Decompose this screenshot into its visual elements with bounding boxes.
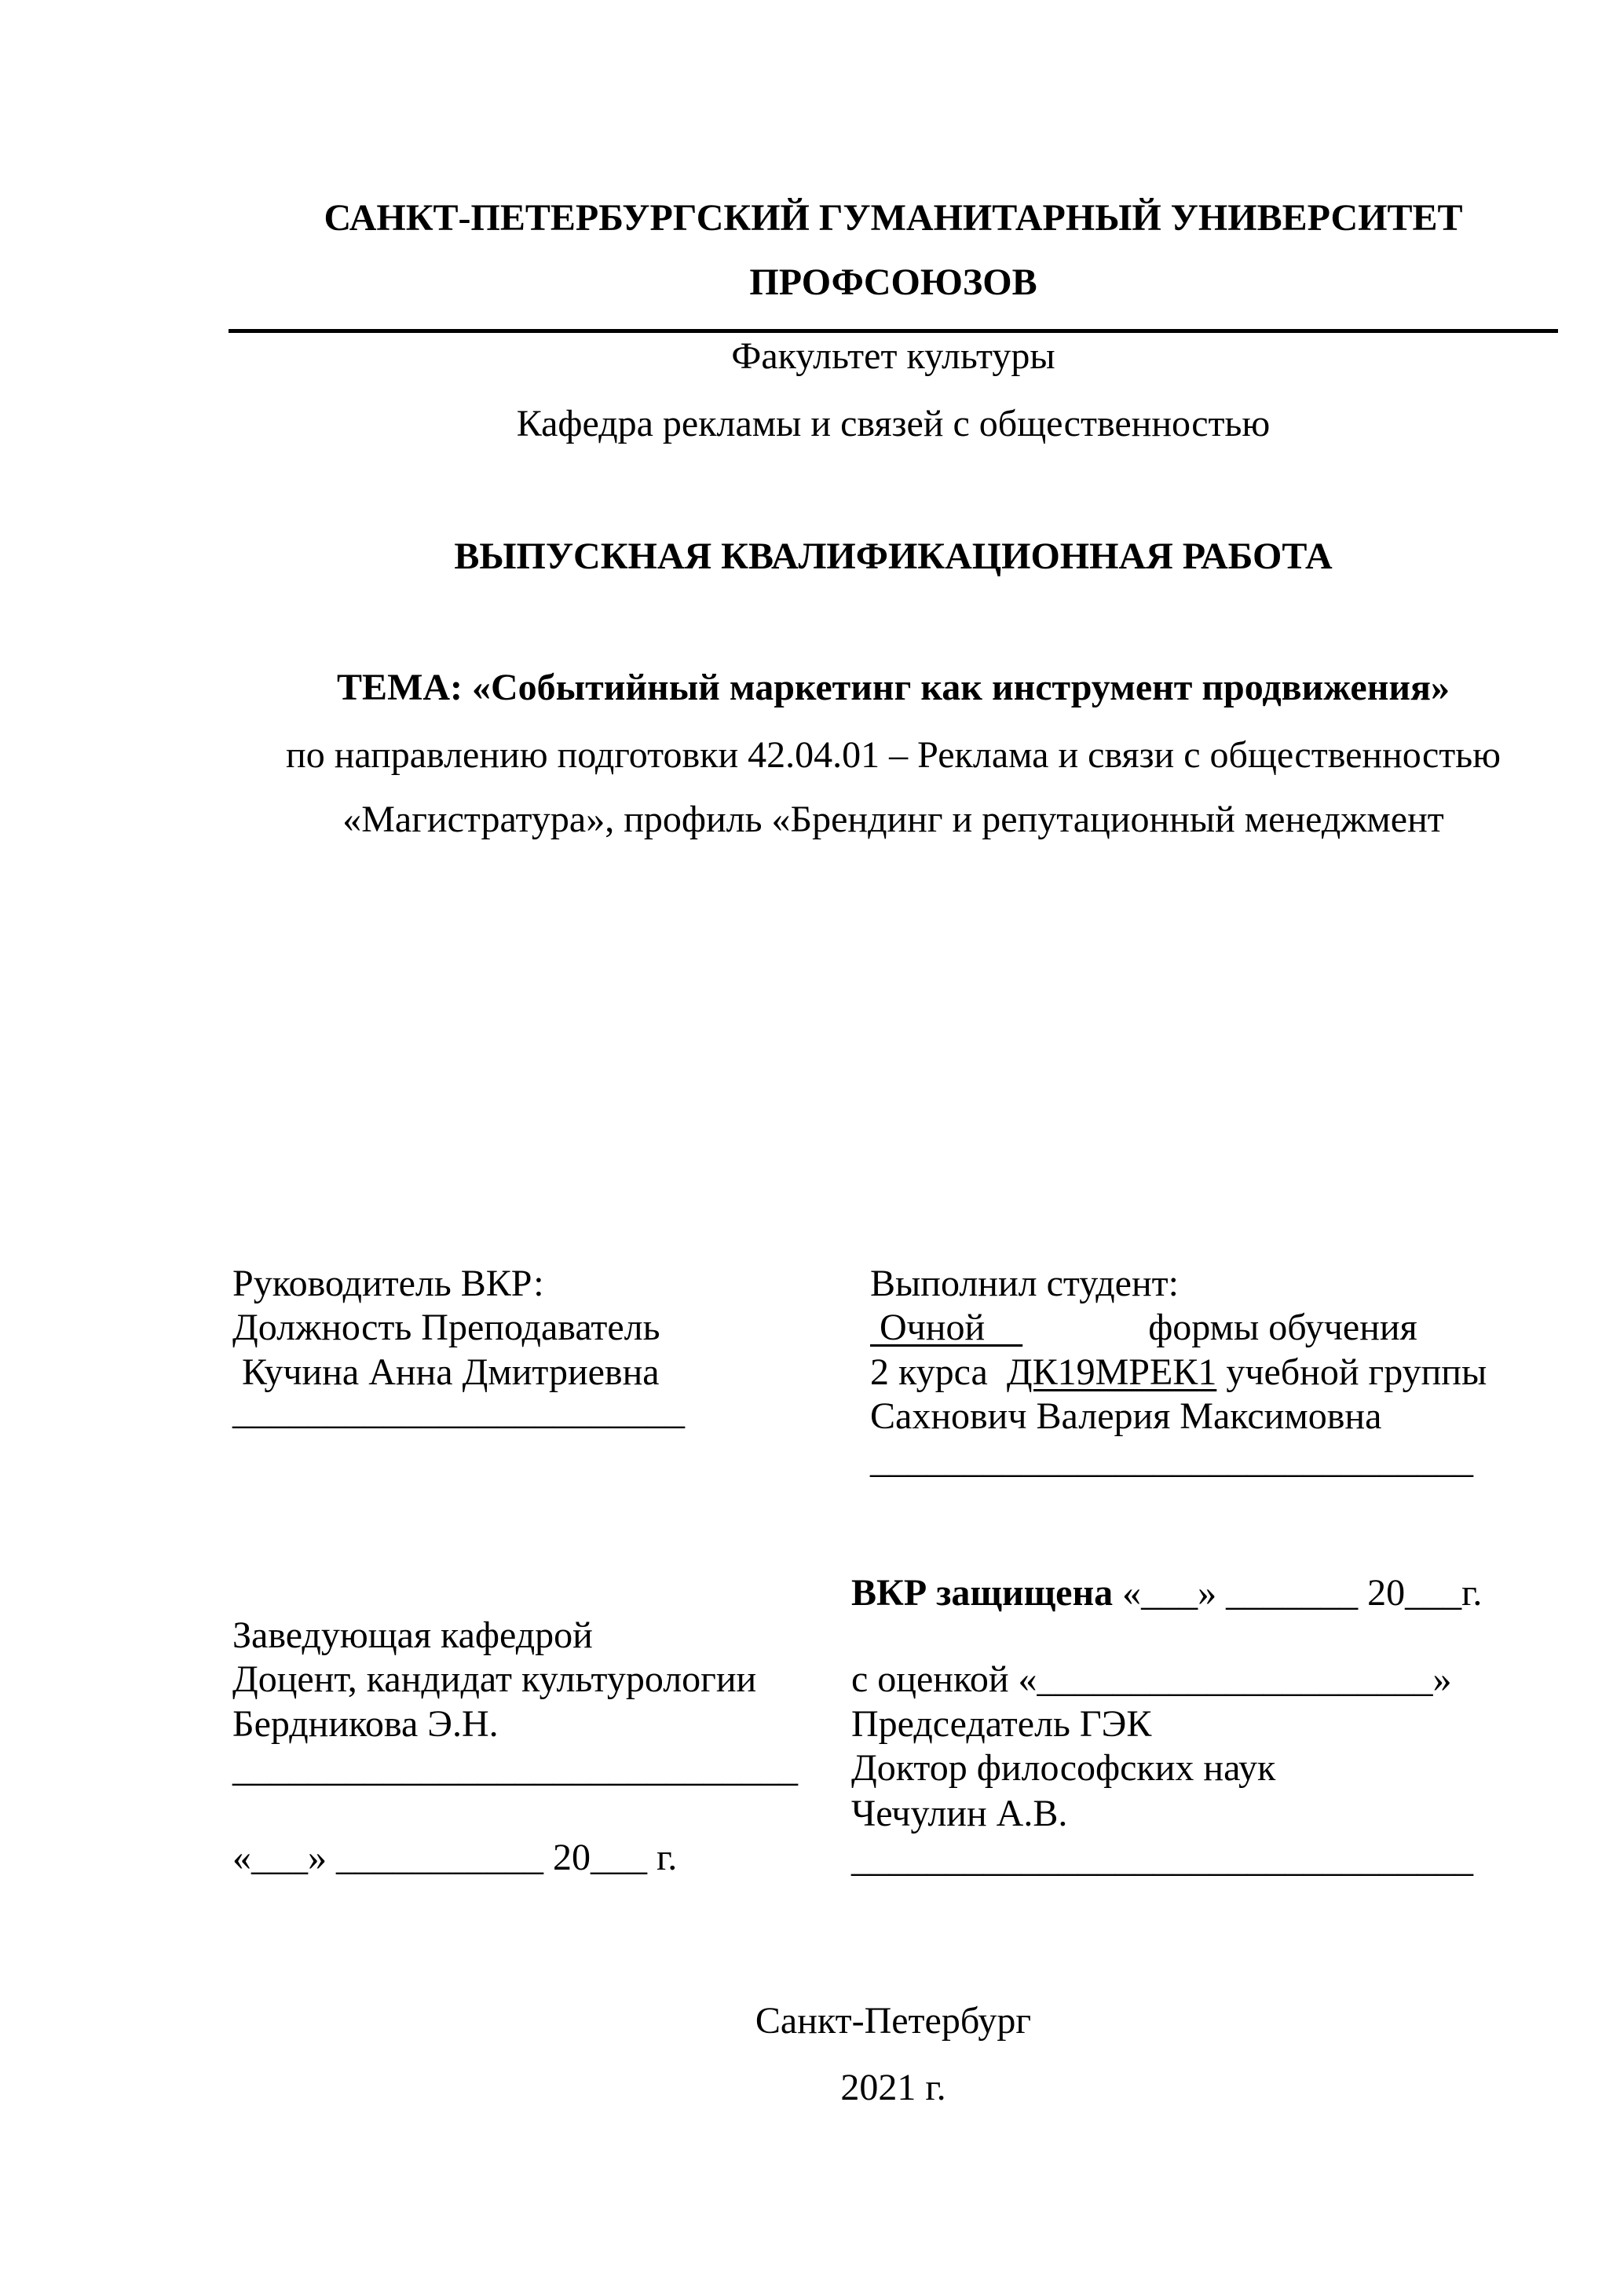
student-label: Выполнил студент: — [870, 1263, 1179, 1304]
group-code: ДК19МРЕК1 — [1006, 1351, 1217, 1393]
work-topic: ТЕМА: «Событийный маркетинг как инструмент продвижения» — [337, 667, 1450, 708]
group-label: учебной группы — [1216, 1351, 1487, 1393]
defense-label: ВКР защищена — [851, 1572, 1114, 1614]
study-form-label: формы обучения — [1148, 1307, 1417, 1348]
head-signature-line: ______________________________ — [232, 1748, 798, 1790]
grade-line: с оценкой «_____________________» — [851, 1658, 1452, 1700]
head-position: Доцент, кандидат культурологии — [232, 1658, 757, 1700]
year: 2021 г. — [840, 2067, 946, 2108]
supervisor-position: Должность Преподаватель — [232, 1307, 660, 1348]
work-profile: «Магистратура», профиль «Брендинг и репутационный менеджмент — [342, 799, 1444, 840]
student-course-group — [870, 1351, 1487, 1395]
student-signature-line: ________________________________ — [870, 1439, 1473, 1481]
department: Кафедра рекламы и связей с общественностью — [516, 403, 1271, 444]
supervisor-label: Руководитель ВКР: — [232, 1263, 544, 1304]
course: 2 курса — [870, 1351, 997, 1393]
header-divider — [229, 329, 1558, 333]
student-study-form — [870, 1306, 1417, 1350]
city: Санкт-Петербург — [755, 2000, 1032, 2042]
defense-date-line: «___» _______ 20___г. — [1113, 1572, 1483, 1614]
university-name-line2: ПРОФСОЮЗОВ — [749, 261, 1037, 303]
chair-name: Чечулин А.В. — [851, 1793, 1068, 1834]
supervisor-name: Кучина Анна Дмитриевна — [232, 1351, 660, 1393]
head-name: Бердникова Э.Н. — [232, 1703, 499, 1745]
student-name: Сахнович Валерия Максимовна — [870, 1395, 1382, 1437]
chair-label: Председатель ГЭК — [851, 1703, 1152, 1745]
work-direction: по направлению подготовки 42.04.01 – Реклама и связи с общественностью — [286, 734, 1501, 776]
work-type: ВЫПУСКНАЯ КВАЛИФИКАЦИОННАЯ РАБОТА — [454, 536, 1333, 577]
defense-date — [851, 1571, 1482, 1615]
supervisor-signature-line: ________________________ — [232, 1391, 685, 1432]
faculty: Факультет культуры — [731, 335, 1055, 377]
head-date-line: «___» ___________ 20___ г. — [232, 1837, 678, 1878]
head-label: Заведующая кафедрой — [232, 1614, 593, 1656]
university-name-line1: САНКТ-ПЕТЕРБУРГСКИЙ ГУМАНИТАРНЫЙ УНИВЕРСИТЕТ — [324, 197, 1463, 239]
chair-position: Доктор философских наук — [851, 1747, 1276, 1789]
chair-signature-line: _________________________________ — [851, 1838, 1473, 1880]
study-form-value: Очной — [870, 1307, 1023, 1348]
